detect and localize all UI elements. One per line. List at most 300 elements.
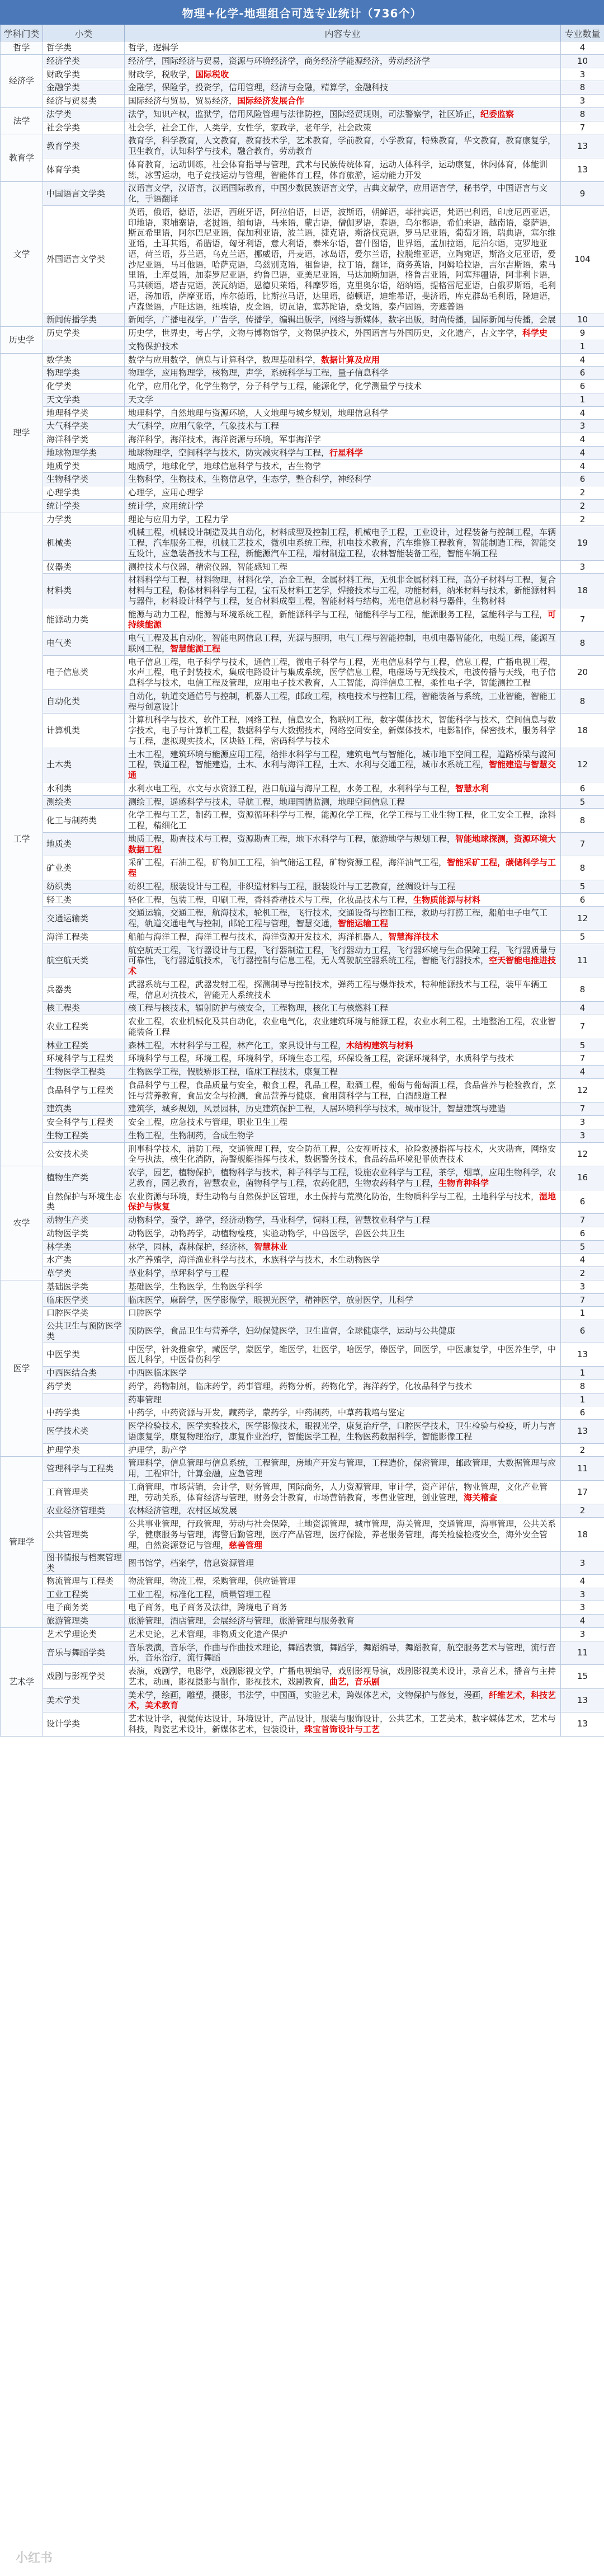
table-row bbox=[1, 1480, 604, 1504]
major-text: 经济学，国际经济与贸易，资源与环境经济学，商务经济学能源经济，劳动经济学 bbox=[128, 55, 431, 66]
majors-cell bbox=[125, 978, 561, 1002]
count-cell: 7 bbox=[561, 1052, 604, 1066]
major-text: 汉语言文学，汉语言，汉语国际教育，中国少数民族语言文学，古典文献学，应用语言学，秘书学，中国语言与文化，手语翻译 bbox=[128, 183, 548, 204]
table-row bbox=[1, 856, 604, 880]
majors-cell bbox=[125, 1480, 561, 1504]
table-row bbox=[1, 433, 604, 447]
table-row bbox=[1, 795, 604, 809]
majors-cell bbox=[125, 1518, 561, 1552]
highlighted-major: 智能采矿工程，碳储科学与工程 bbox=[128, 857, 556, 878]
table-row bbox=[1, 978, 604, 1002]
subcategory-cell: 公安技术类 bbox=[43, 1142, 125, 1166]
count-cell: 8 bbox=[561, 81, 604, 95]
subcategory-cell: 新闻传播学类 bbox=[43, 313, 125, 327]
table-row bbox=[1, 54, 604, 68]
count-cell: 11 bbox=[561, 944, 604, 978]
subcategory-cell: 哲学类 bbox=[43, 41, 125, 55]
category-cell: 管理学 bbox=[1, 1457, 43, 1628]
table-row bbox=[1, 1504, 604, 1518]
majors-cell bbox=[125, 54, 561, 68]
majors-cell bbox=[125, 632, 561, 656]
majors-cell bbox=[125, 473, 561, 486]
category-cell: 工学 bbox=[1, 513, 43, 1166]
highlighted-major: 数据计算及应用 bbox=[321, 354, 380, 365]
count-cell: 8 bbox=[561, 1380, 604, 1393]
subcategory-cell: 旅游管理类 bbox=[43, 1615, 125, 1628]
count-cell: 13 bbox=[561, 1712, 604, 1737]
majors-cell bbox=[125, 832, 561, 856]
major-text: 电子信息工程，电子科学与技术，通信工程，微电子科学与工程，光电信息科学与工程，信息工程，广播电视工程，水声工程，电子封装技术，集成电路设计与集成系统，医学信息工程，电磁场与无线技术，电波传播与天线，电子信息科学与技术，电信工程及管理，应用电子技术教育，人工智能，海洋信息工程，柔性电子学，智能测控工程 bbox=[128, 656, 556, 688]
count-cell: 6 bbox=[561, 1320, 604, 1343]
count-cell: 3 bbox=[561, 1129, 604, 1142]
major-text: 旅游管理，酒店管理，会展经济与管理，旅游管理与服务教育 bbox=[128, 1616, 355, 1626]
count-cell: 8 bbox=[561, 809, 604, 833]
major-text: 天文学 bbox=[128, 394, 154, 405]
count-cell: 7 bbox=[561, 1102, 604, 1116]
subcategory-cell: 力学类 bbox=[43, 513, 125, 526]
major-text: 图书馆学，档案学，信息资源管理 bbox=[128, 1557, 254, 1568]
count-cell: 6 bbox=[561, 1190, 604, 1214]
table-row bbox=[1, 121, 604, 134]
subcategory-cell: 设计学类 bbox=[43, 1712, 125, 1737]
major-text: 纺织工程，服装设计与工程，非织造材料与工程，服装设计与工艺教育，丝绸设计与工程 bbox=[128, 881, 456, 891]
majors-cell bbox=[125, 406, 561, 420]
subcategory-cell: 公共管理类 bbox=[43, 1518, 125, 1552]
count-cell: 1 bbox=[561, 1367, 604, 1380]
majors-cell bbox=[125, 327, 561, 340]
major-text: 英语，俄语，德语，法语，西班牙语，阿拉伯语，日语，波斯语，朝鲜语，菲律宾语，梵语巴利语，印度尼西亚语，印地语，柬埔寨语，老挝语，缅甸语，马来语，蒙古语，僧伽罗语，泰语，乌尔都语，希伯来语，越南语，豪萨语，斯瓦希里语，阿尔巴尼亚语，保加利亚语，波兰语，捷克语，斯洛伐克语，罗马尼亚语，葡萄牙语，瑞典语，塞尔维亚语，土耳其语，希腊语，匈牙利语，意大利语，泰米尔语，普什图语，世界语，孟加拉语，尼泊尔语，克罗地亚语，荷兰语，芬兰语，乌克兰语，挪威语，丹麦语，冰岛语，爱尔兰语，拉脱维亚语，立陶宛语，斯洛文尼亚语，爱沙尼亚语，马耳他语，哈萨克语，乌兹别克语，祖鲁语，拉丁语，翻译，商务英语，阿姆哈拉语，吉尔吉斯语，索马里语，土库曼语，加泰罗尼亚语，约鲁巴语，亚美尼亚语，马达加斯加语，格鲁吉亚语，阿塞拜疆语，阿非利卡语，马其顿语，塔吉克语，茨瓦纳语，恩德贝莱语，科摩罗语，克里奥尔语，绍纳语，提格雷尼亚语，白俄罗斯语，毛利语，汤加语，萨摩亚语，库尔德语，比斯拉马语，达里语，德顿语，迪维希语，斐济语，库克群岛毛利语，隆迪语，卢森堡语，卢旺达语，纽埃语，皮金语，切瓦语，塞苏陀语，桑戈语，泰卢固语，旁遮普语 bbox=[128, 207, 556, 312]
major-text: 自动化，轨道交通信号与控制，机器人工程，邮政工程，核电技术与控制工程，智能装备与系统，工业智能，智能工程与创意设计 bbox=[128, 691, 556, 712]
majors-cell bbox=[125, 1190, 561, 1214]
count-cell: 4 bbox=[561, 1574, 604, 1588]
count-cell: 4 bbox=[561, 1002, 604, 1015]
major-text: 测控技术与仪器，精密仪器，智能感知工程 bbox=[128, 561, 288, 572]
subcategory-cell: 矿业类 bbox=[43, 856, 125, 880]
major-text: 动物科学，蚕学，蜂学，经济动物学，马业科学，饲料工程，智慧牧业科学与工程 bbox=[128, 1215, 431, 1225]
major-text: 预防医学，食品卫生与营养学，妇幼保健医学，卫生监督，全球健康学，运动与公共健康 bbox=[128, 1326, 456, 1336]
table-row bbox=[1, 327, 604, 340]
majors-cell bbox=[125, 134, 561, 158]
highlighted-major: 行星科学 bbox=[329, 447, 364, 458]
table-row bbox=[1, 832, 604, 856]
majors-cell bbox=[125, 459, 561, 473]
major-text: 化学，应用化学，化学生物学，分子科学与工程，能源化学，化学测量学与技术 bbox=[128, 381, 422, 391]
subcategory-cell: 自动化类 bbox=[43, 689, 125, 714]
majors-cell bbox=[125, 526, 561, 560]
subcategory-cell: 护理学类 bbox=[43, 1443, 125, 1457]
majors-cell bbox=[125, 1588, 561, 1601]
table-row bbox=[1, 1380, 604, 1393]
major-text: 海洋科学，海洋技术，海洋资源与环境，军事海洋学 bbox=[128, 434, 322, 444]
table-row bbox=[1, 1142, 604, 1166]
subcategory-cell: 中医学类 bbox=[43, 1343, 125, 1367]
majors-cell bbox=[125, 380, 561, 393]
majors-cell bbox=[125, 1552, 561, 1575]
count-cell: 6 bbox=[561, 380, 604, 393]
count-cell: 20 bbox=[561, 655, 604, 689]
category-cell: 法学 bbox=[1, 107, 43, 134]
table-row bbox=[1, 560, 604, 574]
table-row bbox=[1, 689, 604, 714]
table-body bbox=[1, 41, 604, 1737]
major-text: 生物工程，生物制药，合成生物学 bbox=[128, 1130, 254, 1141]
major-text: 材料科学与工程，材料物理，材料化学，冶金工程，金属材料工程，无机非金属材料工程，高分子材料与工程，复合材料与工程，粉体材料科学与工程，宝石及材料工艺学，焊接技术与工程，功能材料，纳米材料与技术，新能源材料与器件，材料设计科学与工程，复合材料成型工程，智能材料与结构，光电信息材料与器件，生物材料 bbox=[128, 575, 556, 606]
count-cell: 18 bbox=[561, 714, 604, 748]
subcategory-cell: 兵器类 bbox=[43, 978, 125, 1002]
highlighted-major: 智能运输工程 bbox=[338, 918, 389, 928]
subcategory-cell: 地球物理学类 bbox=[43, 446, 125, 459]
table-row bbox=[1, 1552, 604, 1575]
majors-cell bbox=[125, 1078, 561, 1102]
major-text: 国际经济与贸易，贸易经济， bbox=[128, 96, 238, 106]
table-row bbox=[1, 1343, 604, 1367]
header-subcategory: 小类 bbox=[43, 25, 125, 41]
table-row bbox=[1, 1240, 604, 1254]
count-cell: 3 bbox=[561, 1627, 604, 1641]
table-row bbox=[1, 1588, 604, 1601]
major-text: 法学，知识产权，监狱学，信用风险管理与法律防控，国际经贸规则，司法警察学，社区矫正， bbox=[128, 109, 481, 119]
major-text: 核工程与核技术，辐射防护与核安全，工程物理，核化工与核燃料工程 bbox=[128, 1003, 389, 1013]
table-row bbox=[1, 1518, 604, 1552]
count-cell: 8 bbox=[561, 856, 604, 880]
majors-cell bbox=[125, 107, 561, 121]
majors-cell bbox=[125, 1052, 561, 1066]
count-cell: 3 bbox=[561, 560, 604, 574]
table-row bbox=[1, 1688, 604, 1712]
subcategory-cell: 电气类 bbox=[43, 632, 125, 656]
majors-cell bbox=[125, 41, 561, 55]
highlighted-major: 科学史 bbox=[522, 328, 548, 338]
count-cell: 5 bbox=[561, 1240, 604, 1254]
highlighted-major: 曲艺，音乐剧 bbox=[329, 1676, 380, 1687]
table-row bbox=[1, 907, 604, 931]
table-row bbox=[1, 944, 604, 978]
table-row bbox=[1, 1393, 604, 1406]
major-text: 数学与应用数学，信息与计算科学，数理基础科学， bbox=[128, 354, 322, 365]
major-text: 管理科学，信息管理与信息系统，工程管理，房地产开发与管理，工程造价，保密管理，邮政管理，大数据管理与应用，工程审计，计算金融，应急管理 bbox=[128, 1458, 556, 1479]
major-text: 医学检验技术，医学实验技术，医学影像技术，眼视光学，康复治疗学，口腔医学技术，卫生检验与检疫，听力与言语康复学，康复物理治疗，康复作业治疗，智能医学工程，生物医药数据科学，智能影像工程 bbox=[128, 1421, 556, 1442]
subcategory-cell: 海洋科学类 bbox=[43, 433, 125, 447]
major-text: 能源与动力工程，能源与环境系统工程，新能源科学与工程，储能科学与工程，能源服务工程，氢能科学与工程， bbox=[128, 609, 548, 620]
subcategory-cell: 艺术学理论类 bbox=[43, 1627, 125, 1641]
count-cell: 2 bbox=[561, 513, 604, 526]
table-row bbox=[1, 420, 604, 433]
table-row bbox=[1, 1102, 604, 1116]
majors-cell bbox=[125, 1214, 561, 1227]
subcategory-cell: 口腔医学类 bbox=[43, 1307, 125, 1320]
majors-cell bbox=[125, 1066, 561, 1079]
count-cell: 5 bbox=[561, 880, 604, 893]
table-row bbox=[1, 340, 604, 353]
table-row bbox=[1, 1712, 604, 1737]
majors-cell bbox=[125, 880, 561, 893]
table-row bbox=[1, 930, 604, 944]
watermark: 小红书 bbox=[16, 2551, 53, 2565]
count-cell: 8 bbox=[561, 632, 604, 656]
count-cell: 11 bbox=[561, 1641, 604, 1665]
count-cell: 12 bbox=[561, 1142, 604, 1166]
major-text: 轻化工程，包装工程，印刷工程，香料香精技术与工程，化妆品技术与工程， bbox=[128, 894, 414, 905]
subcategory-cell: 机械类 bbox=[43, 526, 125, 560]
highlighted-major: 纪委监察 bbox=[480, 109, 515, 119]
majors-cell bbox=[125, 907, 561, 931]
count-cell: 1 bbox=[561, 1393, 604, 1406]
majors-cell bbox=[125, 1039, 561, 1052]
table-row bbox=[1, 1267, 604, 1280]
subcategory-cell: 草学类 bbox=[43, 1267, 125, 1280]
major-text: 地质工程，勘查技术与工程，资源勘查工程，地下水科学与工程，旅游地学与规划工程， bbox=[128, 833, 456, 844]
majors-cell bbox=[125, 1615, 561, 1628]
table-row bbox=[1, 714, 604, 748]
table-row bbox=[1, 880, 604, 893]
subcategory-cell: 心理学类 bbox=[43, 486, 125, 500]
count-cell: 6 bbox=[561, 473, 604, 486]
majors-cell bbox=[125, 1280, 561, 1293]
count-cell: 7 bbox=[561, 1214, 604, 1227]
subcategory-cell: 法学类 bbox=[43, 107, 125, 121]
majors-cell bbox=[125, 1601, 561, 1615]
major-text: 地质学，地球化学，地球信息科学与技术，古生物学 bbox=[128, 461, 322, 471]
majors-cell bbox=[125, 893, 561, 907]
majors-cell bbox=[125, 446, 561, 459]
table-row bbox=[1, 1227, 604, 1240]
major-text: 教育学，科学教育，人文教育，教育技术学，艺术教育，学前教育，小学教育，特殊教育，华文教育，教育康复学，卫生教育，认知科学与技术，融合教育，劳动教育 bbox=[128, 135, 556, 156]
subcategory-cell bbox=[43, 1393, 125, 1406]
table-row bbox=[1, 748, 604, 782]
highlighted-major: 生物育种科学 bbox=[438, 1177, 489, 1188]
major-text: 农学，园艺，植物保护，植物科学与技术，种子科学与工程，设施农业科学与工程，茶学，烟草，应用生物科学，农艺教育，园艺教育，智慧农业，菌物科学与工程，农药化肥，生物农药科学与工程， bbox=[128, 1167, 556, 1188]
subcategory-cell: 仪器类 bbox=[43, 560, 125, 574]
majors-cell bbox=[125, 1307, 561, 1320]
major-text: 工商管理，市场营销，会计学，财务管理，国际商务，人力资源管理，审计学，资产评估，物业管理，文化产业管理，劳动关系，体育经济与管理，财务会计教育，市场营销教育，零售业管理，创业管理， bbox=[128, 1481, 548, 1503]
count-cell: 1 bbox=[561, 1307, 604, 1320]
subcategory-cell: 动物医学类 bbox=[43, 1227, 125, 1240]
table-row bbox=[1, 134, 604, 158]
table-row bbox=[1, 1307, 604, 1320]
majors-cell bbox=[125, 1574, 561, 1588]
subcategory-cell: 安全科学与工程类 bbox=[43, 1116, 125, 1129]
major-text: 工业工程，标准化工程，质量管理工程 bbox=[128, 1589, 271, 1599]
majors-cell bbox=[125, 689, 561, 714]
major-text: 农林经济管理，农村区域发展 bbox=[128, 1505, 238, 1516]
majors-cell bbox=[125, 340, 561, 353]
count-cell: 3 bbox=[561, 420, 604, 433]
count-cell: 3 bbox=[561, 1280, 604, 1293]
subcategory-cell: 纺织类 bbox=[43, 880, 125, 893]
highlighted-major: 木结构建筑与材料 bbox=[346, 1040, 414, 1050]
majors-cell bbox=[125, 1015, 561, 1039]
major-text: 心理学，应用心理学 bbox=[128, 487, 204, 498]
majors-cell bbox=[125, 795, 561, 809]
table-row bbox=[1, 1641, 604, 1665]
header-count: 专业数量 bbox=[561, 25, 604, 41]
table-row bbox=[1, 526, 604, 560]
highlighted-major: 智慧水利 bbox=[455, 783, 489, 794]
subcategory-cell: 图书情报与档案管理类 bbox=[43, 1552, 125, 1575]
majors-cell bbox=[125, 782, 561, 795]
subcategory-cell: 物流管理与工程类 bbox=[43, 1574, 125, 1588]
subcategory-cell: 社会学类 bbox=[43, 121, 125, 134]
major-text: 电子商务，电子商务及法律，跨境电子商务 bbox=[128, 1602, 288, 1613]
subcategory-cell: 财政学类 bbox=[43, 68, 125, 81]
major-text: 机械工程，机械设计制造及其自动化，材料成型及控制工程，机械电子工程，工业设计，过程装备与控制工程，车辆工程，汽车服务工程，机械工艺技术，微机电系统工程，机电技术教育，汽车维修工程教育，智能制造工程，智能交互设计，应急装备技术与工程，新能源汽车工程，增材制造工程，农林智能装备工程，智能车辆工程 bbox=[128, 527, 556, 559]
table-row bbox=[1, 1406, 604, 1420]
table-row bbox=[1, 1665, 604, 1689]
major-text: 地球物理学，空间科学与技术，防灾减灾科学与工程， bbox=[128, 447, 330, 458]
majors-cell bbox=[125, 353, 561, 367]
major-text: 金融学，保险学，投资学，信用管理，经济与金融，精算学，金融科技 bbox=[128, 82, 389, 93]
subcategory-cell: 农业经济管理类 bbox=[43, 1504, 125, 1518]
majors-cell bbox=[125, 1166, 561, 1190]
count-cell: 2 bbox=[561, 1267, 604, 1280]
majors-cell bbox=[125, 944, 561, 978]
table-row bbox=[1, 182, 604, 206]
highlighted-major: 慈善管理 bbox=[229, 1540, 263, 1550]
major-text: 理论与应用力学，工程力学 bbox=[128, 514, 229, 524]
majors-cell bbox=[125, 655, 561, 689]
table-row bbox=[1, 1293, 604, 1307]
subcategory-cell: 经济学类 bbox=[43, 54, 125, 68]
page-title: 物理+化学-地理组合可选专业统计（736个） bbox=[0, 0, 604, 25]
major-text: 环境科学与工程，环境工程，环境科学，环境生态工程，环保设备工程，资源环境科学，水质科学与技术 bbox=[128, 1053, 515, 1064]
table-row bbox=[1, 81, 604, 95]
table-row bbox=[1, 1214, 604, 1227]
table-row bbox=[1, 486, 604, 500]
table-row bbox=[1, 1116, 604, 1129]
table-row bbox=[1, 41, 604, 55]
major-text: 表演，戏剧学，电影学，戏剧影视文学，广播电视编导，戏剧影视导演，戏剧影视美术设计，录音艺术，播音与主持艺术，动画，影视摄影与制作，影视技术，戏剧教育， bbox=[128, 1666, 556, 1687]
table-row bbox=[1, 1615, 604, 1628]
majors-cell bbox=[125, 1420, 561, 1444]
subcategory-cell: 体育学类 bbox=[43, 158, 125, 182]
table-row bbox=[1, 1190, 604, 1214]
table-row bbox=[1, 608, 604, 632]
majors-cell bbox=[125, 1254, 561, 1267]
table-row bbox=[1, 1166, 604, 1190]
table-row bbox=[1, 367, 604, 380]
subcategory-cell: 农业工程类 bbox=[43, 1015, 125, 1039]
highlighted-major: 国际税收 bbox=[195, 69, 229, 79]
table-row bbox=[1, 1039, 604, 1052]
table-row bbox=[1, 380, 604, 393]
count-cell: 4 bbox=[561, 1615, 604, 1628]
subcategory-cell: 美术学类 bbox=[43, 1688, 125, 1712]
subcategory-cell: 林学类 bbox=[43, 1240, 125, 1254]
highlighted-major: 国际经济发展合作 bbox=[237, 96, 305, 106]
subcategory-cell: 航空航天类 bbox=[43, 944, 125, 978]
count-cell: 7 bbox=[561, 121, 604, 134]
count-cell: 13 bbox=[561, 134, 604, 158]
subcategory-cell: 中国语言文学类 bbox=[43, 182, 125, 206]
major-text: 电气工程及其自动化，智能电网信息工程，光源与照明，电气工程与智能控制，电机电器智能化，电缆工程，能源互联网工程， bbox=[128, 633, 556, 654]
major-text: 土木工程，建筑环境与能源应用工程，给排水科学与工程，建筑电气与智能化，城市地下空间工程，道路桥梁与渡河工程，铁道工程，智能建造，土木、水利与海洋工程，土木、水利与交通工程，城市水系统工程， bbox=[128, 749, 556, 770]
table-row bbox=[1, 782, 604, 795]
subcategory-cell: 统计学类 bbox=[43, 499, 125, 513]
count-cell: 12 bbox=[561, 748, 604, 782]
subcategory-cell: 生物工程类 bbox=[43, 1129, 125, 1142]
major-text: 药事管理 bbox=[128, 1394, 162, 1405]
count-cell: 4 bbox=[561, 1066, 604, 1079]
subcategory-cell: 天文学类 bbox=[43, 393, 125, 406]
subcategory-cell: 建筑类 bbox=[43, 1102, 125, 1116]
major-text: 生物医学工程，假肢矫形工程，临床工程技术，康复工程 bbox=[128, 1067, 338, 1077]
major-text: 交通运输，交通工程，航海技术，轮机工程，飞行技术，交通设备与控制工程，救助与打捞工程，船舶电子电气工程，轨道交通电气与控制，邮轮工程与管理，智慧交通， bbox=[128, 908, 548, 928]
majors-cell bbox=[125, 121, 561, 134]
subcategory-cell: 食品科学与工程类 bbox=[43, 1078, 125, 1102]
major-text: 林学，园林，森林保护，经济林， bbox=[128, 1241, 254, 1252]
table-row bbox=[1, 1254, 604, 1267]
majors-cell bbox=[125, 1343, 561, 1367]
major-text: 美术学，绘画，雕塑，摄影，书法学，中国画，实验艺术，跨媒体艺术，文物保护与修复，漫画， bbox=[128, 1690, 489, 1700]
major-text: 新闻学，广播电视学，广告学，传播学，编辑出版学，网络与新媒体，数字出版，时尚传播，国际新闻与传播，会展 bbox=[128, 315, 556, 325]
count-cell: 4 bbox=[561, 406, 604, 420]
table-row bbox=[1, 1015, 604, 1039]
table-row bbox=[1, 313, 604, 327]
subcategory-cell: 大气科学类 bbox=[43, 420, 125, 433]
table-row bbox=[1, 107, 604, 121]
subcategory-cell: 电子商务类 bbox=[43, 1601, 125, 1615]
category-cell: 哲学 bbox=[1, 41, 43, 55]
majors-cell bbox=[125, 748, 561, 782]
major-text: 水产养殖学，海洋渔业科学与技术，水族科学与技术，水生动物医学 bbox=[128, 1255, 380, 1265]
majors-cell bbox=[125, 809, 561, 833]
majors-cell bbox=[125, 1393, 561, 1406]
major-text: 草业科学，草坪科学与工程 bbox=[128, 1268, 229, 1278]
table-row bbox=[1, 158, 604, 182]
count-cell: 17 bbox=[561, 1480, 604, 1504]
majors-cell bbox=[125, 1293, 561, 1307]
subcategory-cell: 林业工程类 bbox=[43, 1039, 125, 1052]
table-row bbox=[1, 1574, 604, 1588]
majors-cell bbox=[125, 1457, 561, 1481]
major-text: 生物科学，生物技术，生物信息学，生态学，整合科学，神经科学 bbox=[128, 474, 372, 485]
subcategory-cell: 交通运输类 bbox=[43, 907, 125, 931]
major-text: 采矿工程，石油工程，矿物加工工程，油气储运工程，矿物资源工程，海洋油气工程， bbox=[128, 857, 447, 868]
subcategory-cell: 金融学类 bbox=[43, 81, 125, 95]
major-text: 历史学，世界史，考古学，文物与博物馆学，文物保护技术，外国语言与外国历史，文化遗产，古文字学， bbox=[128, 328, 523, 338]
subcategory-cell: 计算机类 bbox=[43, 714, 125, 748]
majors-cell bbox=[125, 68, 561, 81]
count-cell: 6 bbox=[561, 782, 604, 795]
count-cell: 3 bbox=[561, 1552, 604, 1575]
subcategory-cell: 医学技术类 bbox=[43, 1420, 125, 1444]
highlighted-major: 湿地保护与恢复 bbox=[128, 1191, 556, 1212]
count-cell: 18 bbox=[561, 574, 604, 608]
count-cell: 6 bbox=[561, 893, 604, 907]
subcategory-cell: 自然保护与环境生态类 bbox=[43, 1190, 125, 1214]
majors-cell bbox=[125, 393, 561, 406]
table-row bbox=[1, 406, 604, 420]
count-cell: 3 bbox=[561, 1601, 604, 1615]
subcategory-cell: 管理科学与工程类 bbox=[43, 1457, 125, 1481]
table-row bbox=[1, 473, 604, 486]
subcategory-cell: 地理科学类 bbox=[43, 406, 125, 420]
count-cell: 2 bbox=[561, 1443, 604, 1457]
majors-cell bbox=[125, 1367, 561, 1380]
major-text: 护理学，助产学 bbox=[128, 1444, 187, 1455]
count-cell: 11 bbox=[561, 1457, 604, 1481]
subcategory-cell: 轻工类 bbox=[43, 893, 125, 907]
table-row bbox=[1, 353, 604, 367]
highlighted-major: 可持续能源 bbox=[128, 609, 556, 630]
table-row bbox=[1, 1457, 604, 1481]
major-text: 地理科学，自然地理与资源环境，人文地理与城乡规划，地理信息科学 bbox=[128, 407, 389, 418]
highlighted-major: 智能建造与智慧交通 bbox=[128, 759, 556, 780]
category-cell: 理学 bbox=[1, 353, 43, 513]
count-cell: 10 bbox=[561, 54, 604, 68]
majors-cell bbox=[125, 1688, 561, 1712]
count-cell: 6 bbox=[561, 367, 604, 380]
